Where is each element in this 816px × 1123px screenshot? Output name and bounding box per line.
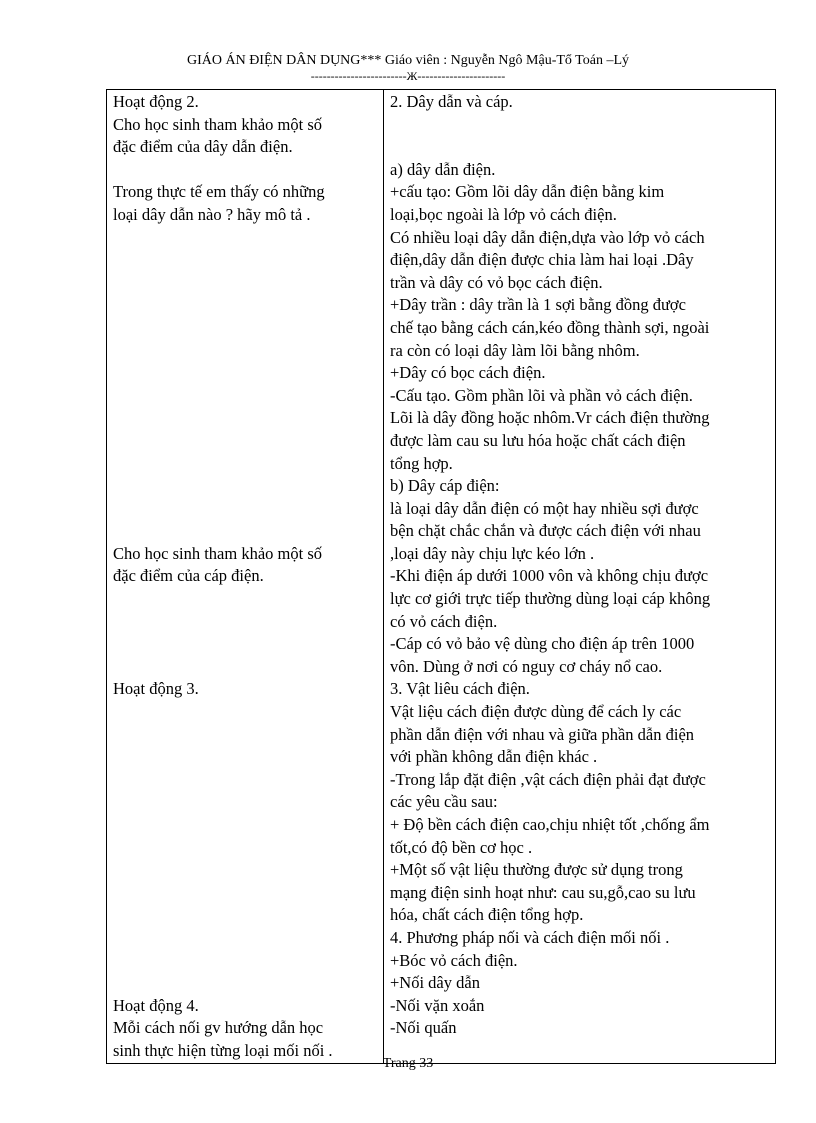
text-line: +Nối dây dẫn bbox=[390, 973, 480, 993]
text-line: đặc điểm của cáp điện. bbox=[113, 566, 264, 586]
text-line bbox=[113, 904, 377, 927]
text-line bbox=[390, 114, 769, 137]
text-line: Hoạt động 4. bbox=[113, 995, 199, 1015]
text-line bbox=[113, 294, 377, 317]
text-line: 4. Phương pháp nối và cách điện mối nối . bbox=[390, 927, 670, 947]
text-line: Vật liệu cách điện được dùng để cách ly các bbox=[390, 702, 682, 722]
text-line: đặc điểm của dây dẫn điện. bbox=[113, 137, 293, 157]
text-line bbox=[113, 837, 377, 860]
text-line bbox=[113, 882, 377, 905]
text-line: Lõi là dây đồng hoặc nhôm.Vr cách điện thường bbox=[390, 408, 710, 428]
text-line bbox=[113, 950, 377, 973]
text-line: Trong thực tế em thấy có những bbox=[113, 182, 325, 202]
text-line: +Dây trần : dây trần là 1 sợi bằng đồng được bbox=[390, 295, 686, 315]
lesson-table bbox=[106, 89, 776, 1064]
text-line: -Khi điện áp dưới 1000 vôn và không chịu được bbox=[390, 566, 709, 586]
text-line: Hoạt động 2. bbox=[113, 92, 199, 111]
text-line: Mỗi cách nối gv hướng dẫn học bbox=[113, 1018, 324, 1038]
text-line bbox=[113, 159, 377, 182]
header-divider: ------------------------Ж---------------------- bbox=[310, 69, 506, 83]
text-line: vôn. Dùng ở nơi có nguy cơ cháy nổ cao. bbox=[390, 656, 663, 676]
text-line bbox=[113, 633, 377, 656]
text-line bbox=[113, 588, 377, 611]
text-line bbox=[113, 769, 377, 792]
text-line bbox=[113, 724, 377, 747]
text-line bbox=[390, 136, 769, 159]
text-line: 2. Dây dẫn và cáp. bbox=[390, 92, 513, 111]
text-line bbox=[113, 407, 377, 430]
text-line: trần và dây có vỏ bọc cách điện. bbox=[390, 272, 603, 292]
text-line: được làm cau su lưu hóa hoặc chất cách điện bbox=[390, 430, 686, 450]
text-line bbox=[113, 791, 377, 814]
text-line: b) Dây cáp điện: bbox=[390, 476, 500, 496]
text-line: hóa, chất cách điện tổng hợp. bbox=[390, 905, 584, 925]
text-line: là loại dây dẫn điện có một hay nhiều sợi được bbox=[390, 498, 699, 518]
text-line: loại,bọc ngoài là lớp vỏ cách điện. bbox=[390, 204, 617, 224]
text-line: + Độ bền cách điện cao,chịu nhiệt tốt ,chống ẩm bbox=[390, 815, 710, 834]
text-line: bện chặt chắc chắn và được cách điện với nhau bbox=[390, 521, 701, 541]
text-line bbox=[113, 340, 377, 363]
text-line: mạng điện sinh hoạt như: cau su,gỗ,cao su lưu bbox=[390, 882, 696, 902]
page-header: GIÁO ÁN ĐIỆN DÂN DỤNG*** Giáo viên : Nguyễn Ngô Mậu-Tổ Toán –Lý bbox=[186, 53, 630, 68]
teacher-activity-column bbox=[107, 90, 384, 1064]
text-line bbox=[113, 272, 377, 295]
text-line: lực cơ giới trực tiếp thường dùng loại cáp không bbox=[390, 589, 711, 609]
text-line: +Bóc vỏ cách điện. bbox=[390, 950, 518, 970]
text-line bbox=[113, 814, 377, 837]
text-line: -Nối quấn bbox=[390, 1018, 457, 1038]
text-line: Có nhiều loại dây dẫn điện,dựa vào lớp vỏ cách bbox=[390, 227, 705, 247]
text-line bbox=[113, 453, 377, 476]
text-line: +Dây có bọc cách điện. bbox=[390, 363, 546, 383]
text-line: 3. Vật liêu cách điện. bbox=[390, 679, 530, 699]
text-line bbox=[113, 611, 377, 634]
text-line bbox=[113, 249, 377, 272]
text-line: chế tạo bằng cách cán,kéo đồng thành sợi, ngoài bbox=[390, 317, 710, 337]
content-column bbox=[384, 90, 776, 1064]
text-line: Hoạt động 3. bbox=[113, 679, 199, 699]
text-line: phần dẫn điện với nhau và giữa phần dẫn điện bbox=[390, 724, 695, 744]
text-line: có vỏ cách điện. bbox=[390, 611, 498, 631]
text-line bbox=[113, 430, 377, 453]
text-line: các yêu cầu sau: bbox=[390, 792, 498, 812]
text-line: điện,dây dẫn điện được chia làm hai loại .Dây bbox=[390, 250, 694, 270]
text-line: tổng hợp. bbox=[390, 453, 453, 473]
text-line bbox=[113, 227, 377, 250]
text-line bbox=[113, 859, 377, 882]
text-line bbox=[113, 475, 377, 498]
text-line bbox=[113, 317, 377, 340]
text-line bbox=[113, 362, 377, 385]
table-row bbox=[107, 90, 776, 1064]
text-line: ra còn có loại dây làm lõi bằng nhôm. bbox=[390, 340, 640, 360]
text-line: +Một số vật liệu thường được sử dụng trong bbox=[390, 860, 683, 880]
text-line bbox=[113, 746, 377, 769]
text-line: +cấu tạo: Gồm lõi dây dẫn điện bằng kim bbox=[390, 182, 665, 202]
text-line: Cho học sinh tham khảo một số bbox=[113, 543, 322, 563]
text-line bbox=[113, 520, 377, 543]
text-line bbox=[113, 498, 377, 521]
text-line bbox=[113, 385, 377, 408]
text-line: -Cáp có vỏ bảo vệ dùng cho điện áp trên 1000 bbox=[390, 634, 695, 654]
text-line: -Cấu tạo. Gồm phần lõi và phần vỏ cách điện. bbox=[390, 385, 693, 405]
text-line: a) dây dẫn điện. bbox=[390, 159, 496, 179]
text-line bbox=[113, 656, 377, 679]
text-line: tốt,có độ bền cơ học . bbox=[390, 837, 533, 857]
text-line bbox=[113, 927, 377, 950]
page-number: Trang 33 bbox=[382, 1056, 434, 1071]
text-line: Cho học sinh tham khảo một số bbox=[113, 114, 322, 134]
text-line bbox=[113, 972, 377, 995]
text-line: -Trong lắp đặt điện ,vật cách điện phải đạt được bbox=[390, 769, 706, 789]
text-line: sinh thực hiện từng loại mối nối . bbox=[113, 1040, 333, 1060]
text-line: -Nối vặn xoắn bbox=[390, 995, 485, 1015]
text-line: loại dây dẫn nào ? hãy mô tả . bbox=[113, 204, 311, 224]
text-line: với phần không dẫn điện khác . bbox=[390, 747, 598, 767]
text-line bbox=[113, 701, 377, 724]
text-line: ,loại dây này chịu lực kéo lớn . bbox=[390, 543, 595, 563]
